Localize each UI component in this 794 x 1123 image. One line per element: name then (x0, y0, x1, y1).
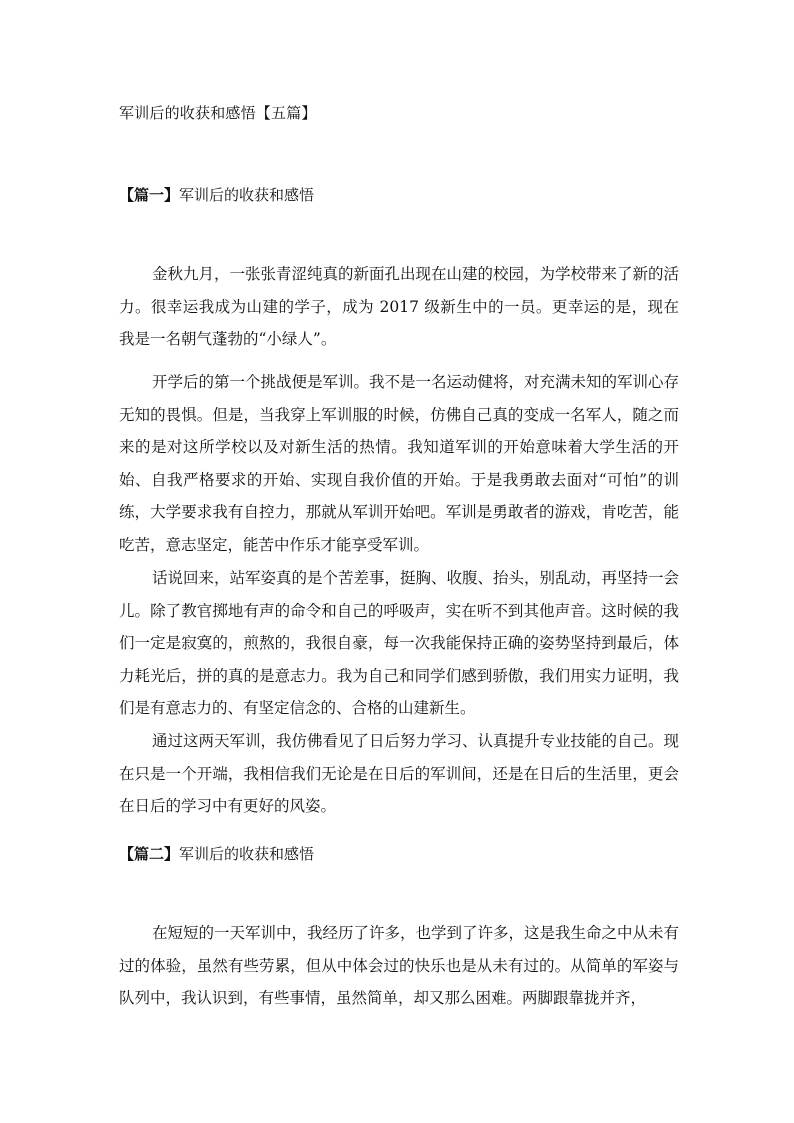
section-2-title-bracket: 【篇二】 (119, 845, 180, 863)
section-1-title-text: 军训后的收获和感悟 (179, 186, 315, 204)
section-2-title-text: 军训后的收获和感悟 (179, 845, 315, 863)
section-2-title (119, 843, 314, 864)
document-title: 军训后的收获和感悟【五篇】 (119, 104, 317, 122)
section-1-paragraph-2: 开学后的第一个挑战便是军训。我不是一名运动健将，对充满未知的军训心存无知的畏惧。但是，当我穿上军训服的时候，仿佛自己真的变成一名军人，随之而来的是对这所学校以及对新生活的热情。我知道军训的开始意味着大学生活的开始、自我严格要求的开始、实现自我价值的开始。于是我勇敢去面对“可怕”的训练，大学要求我有自控力，那就从军训开始吧。军训是勇敢者的游戏，肯吃苦，能吃苦，意志坚定，能苦中作乐才能享受军训。 (119, 373, 680, 554)
section-1-title-bracket: 【篇一】 (119, 186, 180, 204)
section-1-paragraph-3: 话说回来，站军姿真的是个苦差事，挺胸、收腹、抬头，别乱动，再坚持一会儿。除了教官掷地有声的命令和自己的呼吸声，实在听不到其他声音。这时候的我们一定是寂寞的，煎熬的，我很自豪，每一次我能保持正确的姿势坚持到最后，体力耗光后，拼的真的是意志力。我为自己和同学们感到骄傲，我们用实力证明，我们是有意志力的、有坚定信念的、合格的山建新生。 (119, 569, 680, 718)
section-1-paragraph-1: 金秋九月，一张张青涩纯真的新面孔出现在山建的校园，为学校带来了新的活力。很幸运我成为山建的学子，成为 2017 级新生中的一员。更幸运的是，现在我是一名朝气蓬勃的“小绿人”。 (119, 265, 680, 349)
section-1-paragraph-4: 通过这两天军训，我仿佛看见了日后努力学习、认真提升专业技能的自己。现在只是一个开端，我相信我们无论是在日后的军训间，还是在日后的生活里，更会在日后的学习中有更好的风姿。 (119, 732, 680, 816)
section-2-paragraph-1: 在短短的一天军训中，我经历了许多，也学到了许多，这是我生命之中从未有过的体验，虽然有些劳累，但从中体会过的快乐也是从未有过的。从简单的军姿与队列中，我认识到，有些事情，虽然简单，却又那么困难。两脚跟靠拢并齐， (119, 924, 680, 1008)
section-1-title (119, 184, 314, 205)
